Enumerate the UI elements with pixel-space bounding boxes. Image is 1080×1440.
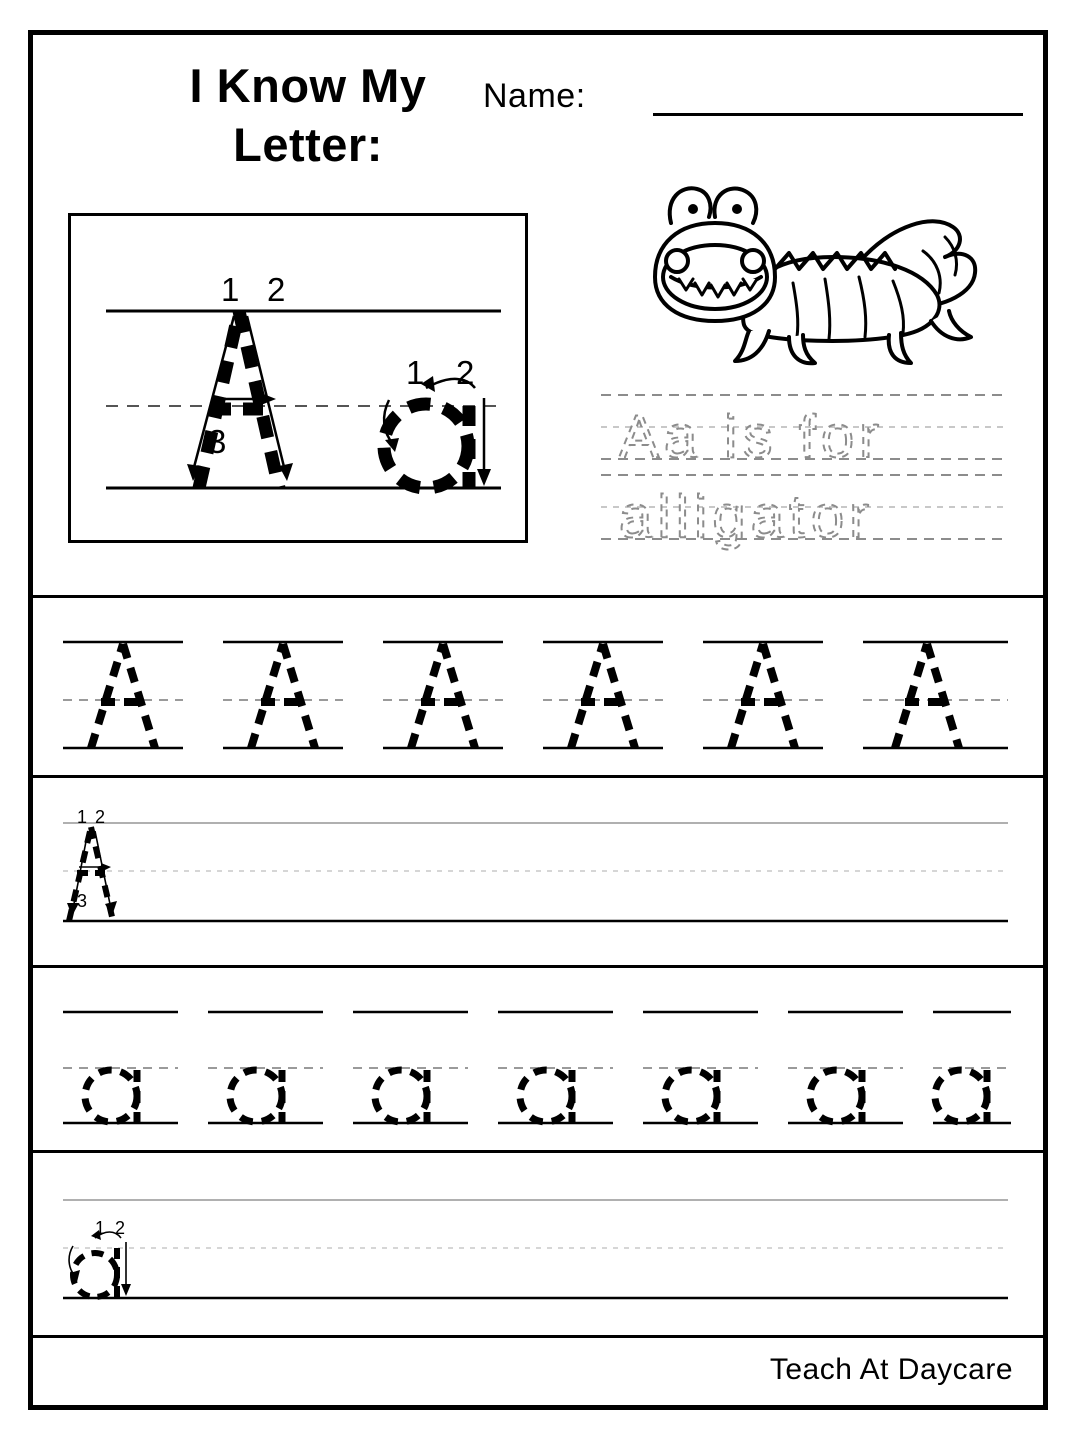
sentence-trace-block[interactable] <box>593 387 1013 557</box>
page-title <box>143 57 473 175</box>
trace-cell <box>223 642 343 748</box>
section-divider-2 <box>33 775 1043 778</box>
sentence-line-1: Aa is for <box>619 403 885 470</box>
trace-cell <box>788 1012 903 1123</box>
trace-cell <box>353 1012 468 1123</box>
stroke-number-2-upper: 2 <box>267 271 286 308</box>
section-divider-4 <box>33 1150 1043 1153</box>
letter-formation-diagram <box>71 216 525 540</box>
page-title-line2: Letter: <box>233 117 383 171</box>
uppercase-practice-row[interactable] <box>33 805 1043 945</box>
trace-cell <box>933 1012 1011 1123</box>
trace-cell <box>63 1012 178 1123</box>
stroke-number-2-practice-lower: 2 <box>115 1218 126 1238</box>
trace-cell <box>863 642 1008 748</box>
worksheet-page <box>28 30 1048 1410</box>
trace-cell <box>383 642 503 748</box>
footer-credit: Teach At Daycare <box>769 1353 1013 1386</box>
stroke-number-3-practice-upper: 3 <box>77 891 88 911</box>
stroke-number-1-practice-upper: 1 <box>77 807 88 827</box>
stroke-number-1-practice-lower: 1 <box>95 1218 106 1238</box>
stroke-number-1-lower: 1 <box>406 354 425 391</box>
trace-cell <box>498 1012 613 1123</box>
alligator-icon <box>593 165 1013 380</box>
section-divider-5 <box>33 1335 1043 1338</box>
name-label: Name: <box>483 77 586 115</box>
stroke-number-1-upper: 1 <box>221 271 240 308</box>
page-title-line1: I Know My <box>189 59 427 112</box>
lowercase-trace-row[interactable] <box>33 990 1043 1140</box>
trace-cell <box>703 642 823 748</box>
name-input-line[interactable] <box>653 113 1023 116</box>
sentence-line-2: alligator <box>619 483 875 550</box>
trace-cell <box>543 642 663 748</box>
trace-cell <box>63 642 183 748</box>
stroke-number-2-practice-upper: 2 <box>95 807 106 827</box>
stroke-number-3-upper: 3 <box>208 423 227 460</box>
letter-formation-box <box>68 213 528 543</box>
section-divider-3 <box>33 965 1043 968</box>
lowercase-practice-row[interactable] <box>33 1180 1043 1320</box>
trace-cell <box>208 1012 323 1123</box>
stroke-number-2-lower: 2 <box>456 354 475 391</box>
trace-cell <box>643 1012 758 1123</box>
uppercase-trace-row[interactable] <box>33 620 1043 765</box>
section-divider-1 <box>33 595 1043 598</box>
